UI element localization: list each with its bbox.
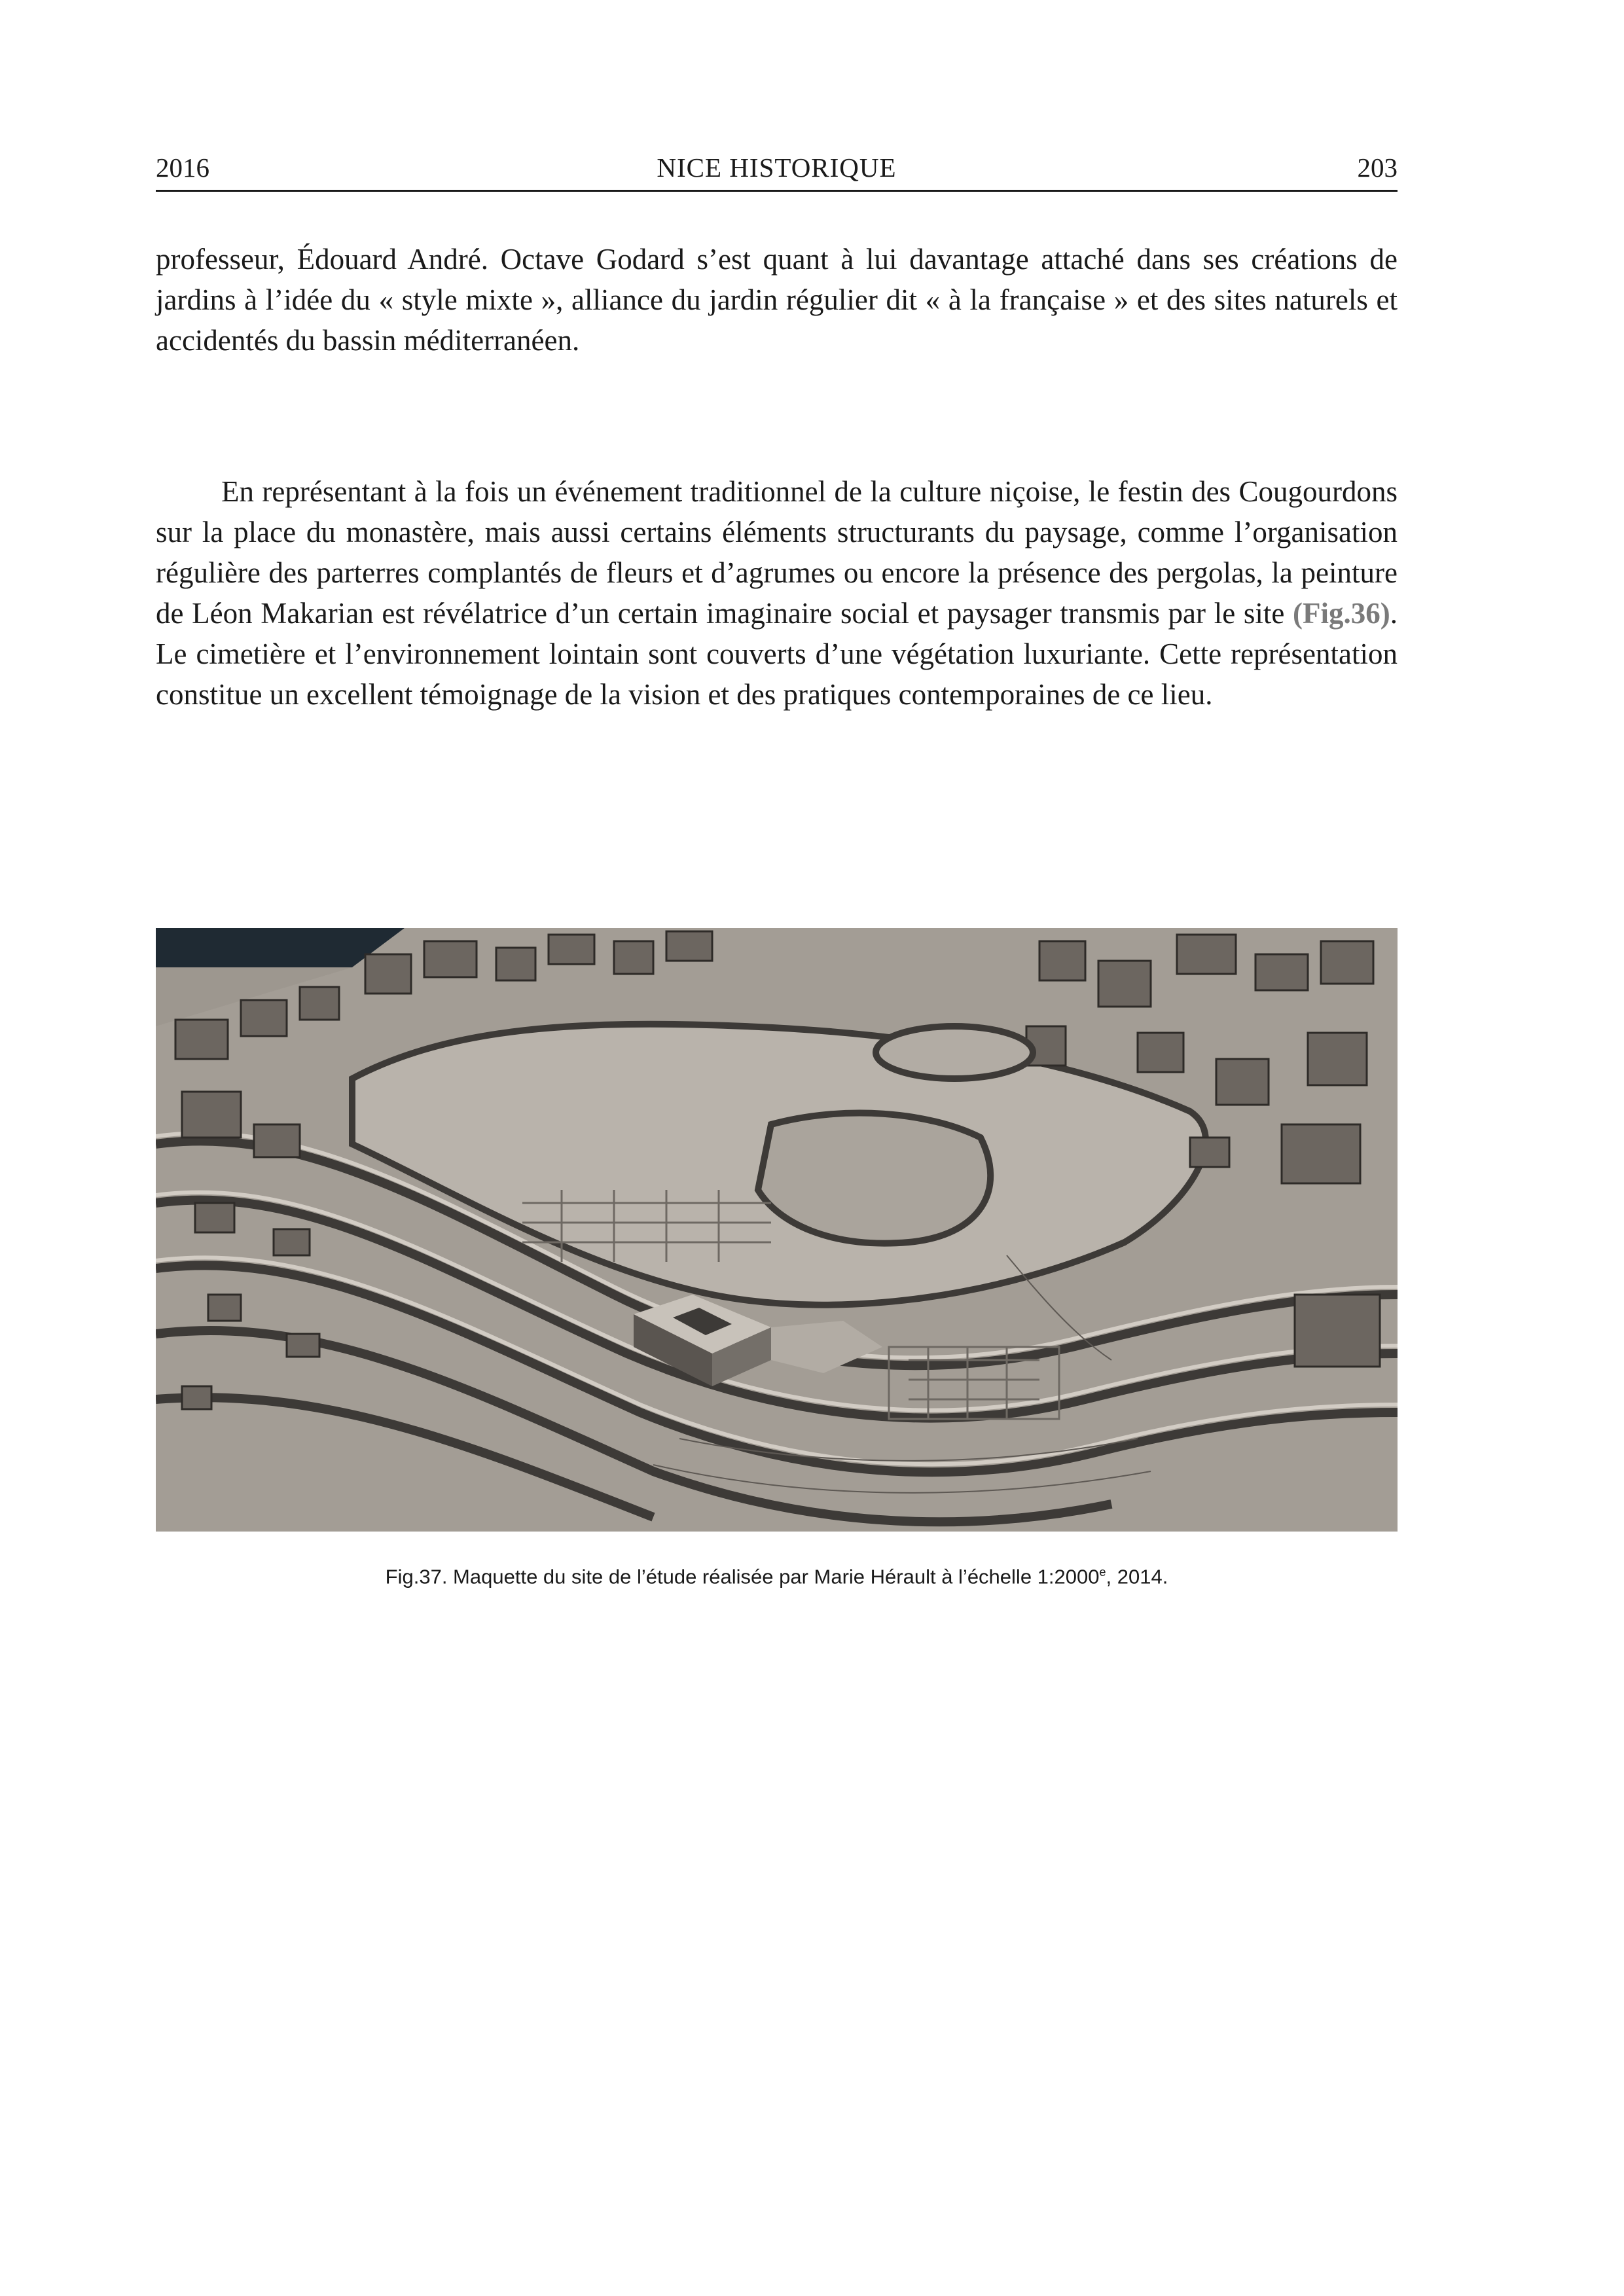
caption-superscript: e bbox=[1099, 1566, 1106, 1579]
caption-text: Fig.37. Maquette du site de l’étude réalisée par Marie Hérault à l’échelle 1:2000 bbox=[385, 1565, 1100, 1588]
header-page-number: 203 bbox=[1357, 152, 1398, 183]
site-model-photo bbox=[156, 928, 1398, 1532]
body-paragraph-1: professeur, Édouard André. Octave Godard s’est quant à lui davantage attaché dans ses créations de jardins à l’idée du « style mixte », alliance du jardin régulier dit « à la française » et des sites naturels et accidentés du bassin méditerranéen. bbox=[156, 243, 1398, 357]
paragraph-2-text-start: En représentant à la fois un événement traditionnel de la culture niçoise, le festin des Cougourdons sur la place du monastère, mais aussi certains éléments structurants du paysage, comme l’organisation régulière des parterres complantés de fleurs et d’agrumes ou encore la présence des pergolas, la peinture de Léon Makarian est révélatrice d’un certain imaginaire social et paysager transmis par le site bbox=[156, 475, 1398, 630]
figure-reference-link[interactable]: (Fig.36) bbox=[1293, 597, 1390, 630]
caption-year: , 2014. bbox=[1106, 1565, 1168, 1588]
body-paragraph-2 bbox=[156, 471, 1398, 715]
figure-caption bbox=[156, 1558, 1398, 1591]
paragraph-2-text-end: . Le cimetière et l’environnement lointain sont couverts d’une végétation luxuriante. Cette représentation constitue un excellent témoignage de la vision et des pratiques contemporaines de ce lieu. bbox=[156, 597, 1398, 711]
header-year: 2016 bbox=[156, 152, 209, 183]
running-header bbox=[156, 149, 1398, 192]
oval-building bbox=[876, 1026, 1033, 1079]
site-model-illustration bbox=[156, 928, 1398, 1532]
courtyard-basin bbox=[758, 1113, 990, 1244]
header-journal-title: NICE HISTORIQUE bbox=[657, 152, 897, 183]
